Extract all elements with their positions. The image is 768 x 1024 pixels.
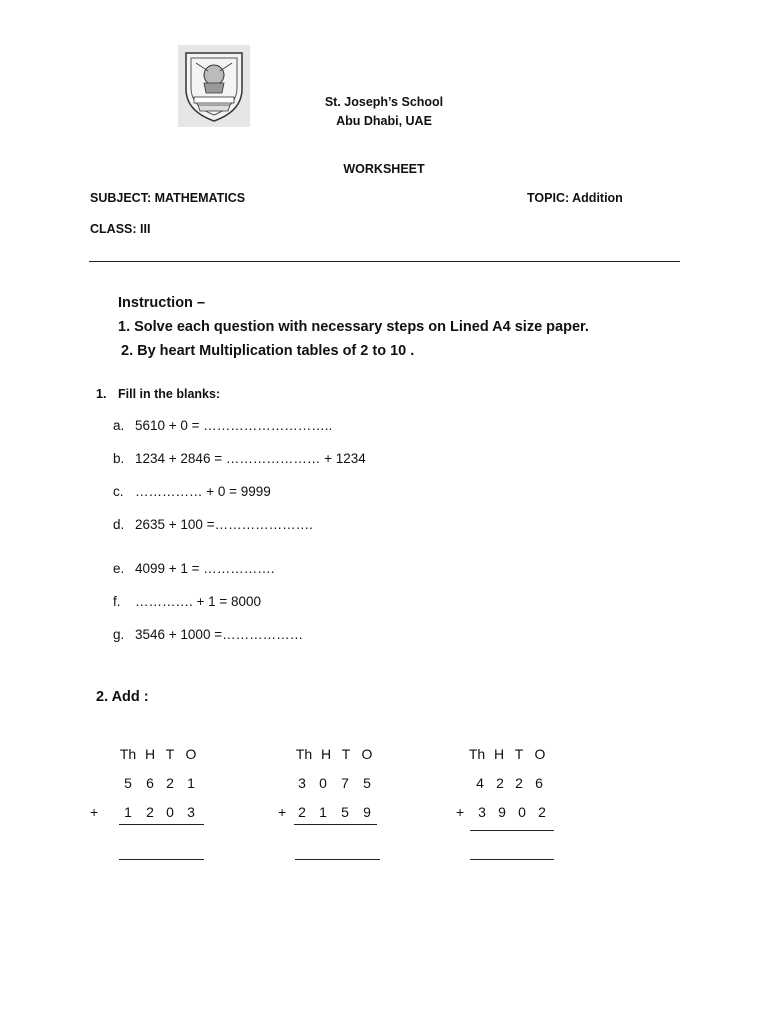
sum-line <box>294 824 377 825</box>
digit: 5 <box>341 804 349 820</box>
instruction-title: Instruction – <box>118 295 206 311</box>
digit: 6 <box>146 775 154 791</box>
digit: 0 <box>166 804 174 820</box>
q1-item-text: 3546 + 1000 =……………… <box>135 627 304 642</box>
q1-item <box>113 627 303 642</box>
plus-sign: + <box>456 804 465 820</box>
digit: 3 <box>478 804 486 820</box>
place-header-t: T <box>514 746 524 762</box>
digit: 5 <box>124 775 132 791</box>
answer-line <box>295 859 380 860</box>
q1-item-label: g. <box>113 627 125 642</box>
digit: 3 <box>187 804 195 820</box>
place-header-t: T <box>165 746 175 762</box>
digit: 4 <box>476 775 484 791</box>
digit: 7 <box>341 775 349 791</box>
q1-item-text: …………… + 0 = 9999 <box>135 484 271 499</box>
sum-line <box>470 830 554 831</box>
q1-item-label: a. <box>113 418 125 433</box>
q2-title: 2. Add : <box>96 689 149 705</box>
place-header-o: O <box>185 746 197 762</box>
digit: 3 <box>298 775 306 791</box>
topic-label: TOPIC: Addition <box>527 191 623 205</box>
q1-item-label: f. <box>113 594 121 609</box>
q1-item-text: …………. + 1 = 8000 <box>135 594 262 609</box>
place-header-th: Th <box>295 746 313 762</box>
digit: 2 <box>496 775 504 791</box>
sum-line <box>119 824 204 825</box>
digit: 9 <box>498 804 506 820</box>
digit: 0 <box>319 775 327 791</box>
digit: 1 <box>124 804 132 820</box>
digit: 2 <box>298 804 306 820</box>
digit: 1 <box>187 775 195 791</box>
plus-sign: + <box>278 804 287 820</box>
instruction-item: 2. By heart Multiplication tables of 2 to 10 . <box>121 343 415 359</box>
digit: 9 <box>363 804 371 820</box>
digit: 2 <box>538 804 546 820</box>
q1-item <box>113 561 275 576</box>
place-header-h: H <box>493 746 505 762</box>
plus-sign: + <box>90 804 99 820</box>
instruction-item: 1. Solve each question with necessary steps on Lined A4 size paper. <box>118 319 589 335</box>
class-label: CLASS: III <box>90 222 151 236</box>
digit: 2 <box>515 775 523 791</box>
q1-item-text: 4099 + 1 = ……………. <box>135 561 275 576</box>
digit: 6 <box>535 775 543 791</box>
header-divider <box>89 261 680 262</box>
q1-item <box>113 418 332 433</box>
q1-item-label: e. <box>113 561 125 576</box>
q1-item <box>113 451 366 466</box>
place-header-o: O <box>361 746 373 762</box>
subject-label: SUBJECT: MATHEMATICS <box>90 191 246 205</box>
place-header-t: T <box>341 746 351 762</box>
digit: 1 <box>319 804 327 820</box>
digit: 2 <box>166 775 174 791</box>
answer-line <box>119 859 204 860</box>
place-header-th: Th <box>119 746 137 762</box>
place-header-h: H <box>320 746 332 762</box>
q1-item-text: 1234 + 2846 = ………………… + 1234 <box>135 451 366 466</box>
doc-type-title: WORKSHEET <box>343 162 425 176</box>
place-header-o: O <box>534 746 546 762</box>
digit: 0 <box>518 804 526 820</box>
answer-line <box>470 859 554 860</box>
q1-item-label: b. <box>113 451 125 466</box>
school-name: St. Joseph’s School <box>324 95 444 109</box>
q1-number: 1. <box>96 387 107 401</box>
q1-item-label: d. <box>113 517 125 532</box>
q1-item-label: c. <box>113 484 124 499</box>
q1-item <box>113 517 313 532</box>
q1-title: Fill in the blanks: <box>118 387 221 401</box>
digit: 5 <box>363 775 371 791</box>
digit: 2 <box>146 804 154 820</box>
q1-item <box>113 484 271 499</box>
place-header-h: H <box>144 746 156 762</box>
place-header-th: Th <box>468 746 486 762</box>
school-location: Abu Dhabi, UAE <box>336 114 432 128</box>
q1-item-text: 2635 + 100 =…………………. <box>135 517 313 532</box>
q1-item <box>113 594 261 609</box>
q1-item-text: 5610 + 0 = ……………………….. <box>135 418 333 433</box>
